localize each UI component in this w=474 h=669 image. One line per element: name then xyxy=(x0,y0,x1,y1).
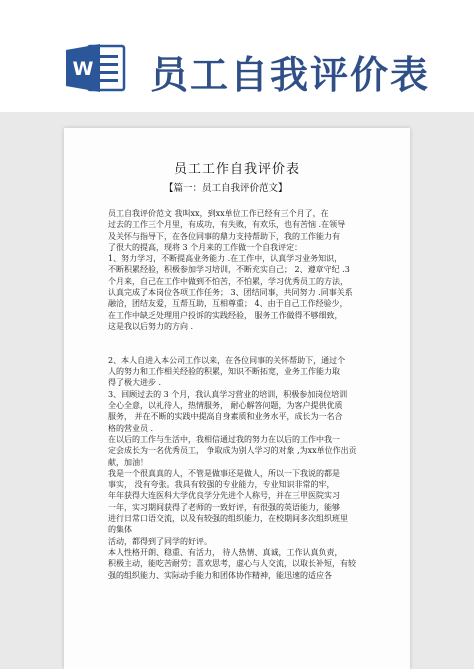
body-line: 进行日常口语交流，以及有较强的组织能力，在校期间多次组织班里 xyxy=(108,514,348,524)
body-line: 格的营业员 . xyxy=(108,423,154,433)
body-line: 员工自我评价范文 我叫xx，到xx单位工作已经有三个月了，在 xyxy=(108,209,329,218)
body-line: 的集体 xyxy=(108,525,132,535)
body-line: 1、努力学习，不断提高业务能力 .在工作中，认真学习业务知识， xyxy=(108,254,343,264)
body-line: 我是一个很真真的人，不管是做事还是做人，所以一下我说的都是 xyxy=(108,468,340,478)
body-line: 个月来，自己在工作中做到不怕苦，不怕累，学习优秀员工的方法， xyxy=(108,276,348,286)
document-body xyxy=(108,208,398,581)
body-line: 事实， 没有夸张。我具有较强的专业能力，专业知识非常的牢， xyxy=(108,480,335,490)
word-icon xyxy=(64,42,128,94)
body-line: 融洽，团结友爱，互帮互助，互相尊重； 4、由于自己工作经验少， xyxy=(108,299,348,309)
word-logo-letter: W xyxy=(72,58,94,80)
body-line: 了很大的提高，现将 3 个月来的工作做一个自我评定： xyxy=(108,242,303,252)
body-line: 本人性格开朗、稳重、有活力， 待人热情、真诚，工作认真负责， xyxy=(108,547,343,557)
body-line: 献，加油！ xyxy=(108,457,148,467)
body-line: 年年获得大连医科大学优良学分先进个人称号，并在三甲医院实习 xyxy=(108,491,340,501)
body-section-1 xyxy=(108,208,398,332)
body-line: 这是我以后努力的方向 . xyxy=(108,321,194,331)
body-line: 过去的工作三个月里，有成功，有失败，有欢乐，也有苦恼 .在领导 xyxy=(108,220,346,230)
body-line: 及关怀与指导下，在各位同事的鼎力支持帮助下，我的工作能力有 xyxy=(108,231,340,241)
body-line: 人的努力和工作相关经验的积累，知识不断拓宽，业务工作能力取 xyxy=(108,367,340,377)
body-line: 服务， 并在不断的实践中提高自身素质和业务水平，成长为一名合 xyxy=(108,412,343,422)
body-line: 得了极大进步 . xyxy=(108,378,162,388)
body-line: 认真完成了本岗位各项工作任务； 3、团结同事，共同努力 .同事关系 xyxy=(108,288,353,298)
body-section-2 xyxy=(108,355,398,581)
body-line: 3、回顾过去的 3 个月，我认真学习营业的培训，积极参加岗位培训 xyxy=(108,389,348,399)
document-title: 员工工作自我评价表 xyxy=(173,162,300,177)
body-line: 不断积累经验，积极参加学习培训，不断充实自己； 2、遵章守纪 .3 xyxy=(108,265,350,275)
banner xyxy=(0,0,474,110)
document-subtitle: 【篇一：员工自我评价范文】 xyxy=(164,183,288,194)
document-page[interactable] xyxy=(64,128,410,669)
body-line: 活动，都得到了同学的好评。 xyxy=(108,536,212,546)
banner-title: 员工自我评价表 xyxy=(150,53,431,97)
body-line: 一年，实习期间获得了老师的一致好评，有很强的英语能力，能够 xyxy=(108,502,340,512)
body-line: 积极主动，能吃苦耐劳；喜欢思考，虚心与人交流，以取长补短，有较 xyxy=(108,559,356,569)
body-line: 定会成长为一名优秀员工， 争取成为别人学习的对象 ,为xx单位作出贡 xyxy=(108,446,357,456)
body-line: 强的组织能力、实际动手能力和团体协作精神，能迅速的适应各 xyxy=(108,570,332,580)
body-line: 在以后的工作与生活中，我相信通过我的努力在以后的工作中我一 xyxy=(108,434,340,444)
body-line: 全心全意，以礼待人，热情服务， 耐心解答问题，为客户提供优质 xyxy=(108,401,343,411)
body-line: 在工作中缺乏处理用户投诉的实践经验， 服务工作做得不够细致， xyxy=(108,310,343,320)
body-line: 2、本人自进入本公司工作以来，在各位同事的关怀帮助下，通过个 xyxy=(108,355,346,365)
